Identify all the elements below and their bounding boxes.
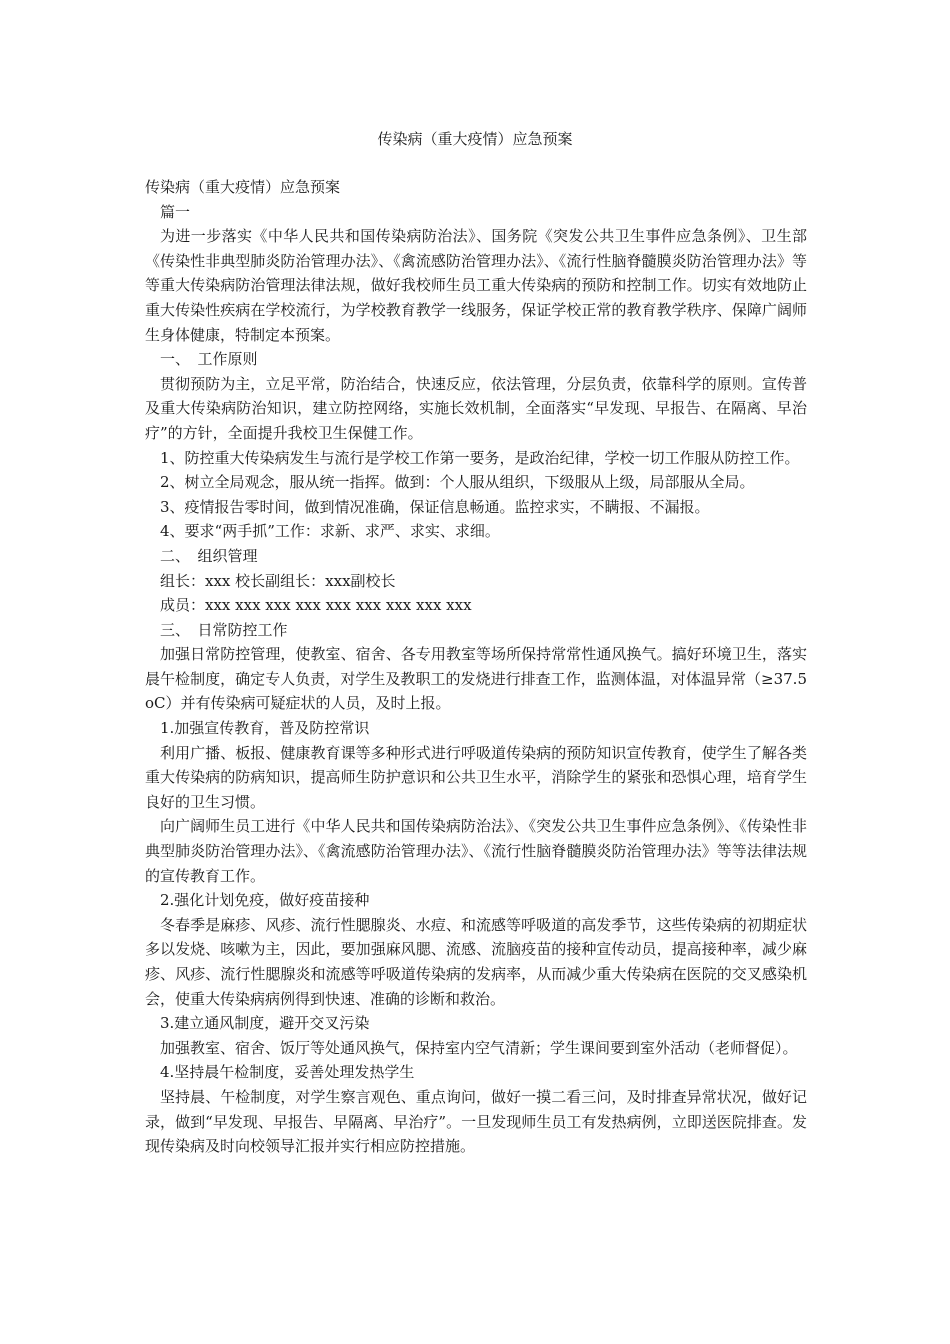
list-item: 4、要求“两手抓”工作：求新、求严、求实、求细。 xyxy=(160,522,500,541)
paragraph: 加强日常防控管理，使教室、宿舍、各专用教室等场所保持常常性通风换气。搞好环境卫生，落实晨午检制度，确定专人负责，对学生及教职工的发烧进行排查工作，监测体温，对体温异常（≥37.5oC）并有传染病可疑症状的人员，及时上报。 xyxy=(145,645,807,713)
section-label: 篇一 xyxy=(160,202,191,221)
document-title: 传染病（重大疫情）应急预案 xyxy=(377,130,573,148)
subtitle: 传染病（重大疫情）应急预案 xyxy=(145,178,341,196)
section-heading: 一、 工作原则 xyxy=(160,350,258,369)
section-heading: 二、 组织管理 xyxy=(160,546,258,565)
paragraph: 坚持晨、午检制度，对学生察言观色、重点询问，做好一摸二看三问，及时排查异常状况，做好记录，做到“早发现、早报告、早隔离、早治疗”。一旦发现师生员工有发热病例，立即送医院排查。发现传染病及时向校领导汇报并实行相应防控措施。 xyxy=(145,1087,807,1156)
document-body xyxy=(145,175,807,1159)
subsection-heading: 2.强化计划免疫，做好疫苗接种 xyxy=(160,891,370,910)
paragraph: 组长：xxx 校长副组长：xxx副校长 xyxy=(160,571,396,590)
paragraph: 加强教室、宿舍、饭厅等处通风换气，保持室内空气清新；学生课间要到室外活动（老师督促）。 xyxy=(160,1038,798,1057)
paragraph: 利用广播、板报、健康教育课等多种形式进行呼吸道传染病的预防知识宣传教育，使学生了解各类重大传染病的防病知识，提高师生防护意识和公共卫生水平，消除学生的紧张和恐惧心理，培育学生良好的卫生习惯。 xyxy=(145,743,807,811)
paragraph: 成员：xxx xxx xxx xxx xxx xxx xxx xxx xxx xyxy=(160,596,472,615)
subsection-heading: 3.建立通风制度，避开交叉污染 xyxy=(160,1014,370,1033)
paragraph: 冬春季是麻疹、风疹、流行性腮腺炎、水痘、和流感等呼吸道的高发季节，这些传染病的初期症状多以发烧、咳嗽为主，因此，要加强麻风腮、流感、流脑疫苗的接种宣传动员，提高接种率，减少麻疹、风疹、流行性腮腺炎和流感等呼吸道传染病的发病率，从而减少重大传染病在医院的交叉感染机会，使重大传染病病例得到快速、准确的诊断和救治。 xyxy=(145,915,807,1008)
paragraph: 为进一步落实《中华人民共和国传染病防治法》、国务院《突发公共卫生事件应急条例》、卫生部《传染性非典型肺炎防治管理办法》、《禽流感防治管理办法》、《流行性脑脊髓膜炎防治管理办法》等等重大传染病防治管理法律法规，做好我校师生员工重大传染病的预防和控制工作。切实有效地防止重大传染性疾病在学校流行，为学校教育教学一线服务，保证学校正常的教育教学秩序、保障广阔师生身体健康，特制定本预案。 xyxy=(145,227,807,344)
paragraph: 贯彻预防为主，立足平常，防治结合，快速反应，依法管理，分层负责，依靠科学的原则。宣传普及重大传染病防治知识，建立防控网络，实施长效机制，全面落实“早发现、早报告、在隔离、早治疗”的方针，全面提升我校卫生保健工作。 xyxy=(145,374,807,442)
list-item: 2、树立全局观念，服从统一指挥。做到：个人服从组织，下级服从上级，局部服从全局。 xyxy=(160,473,755,492)
subsection-heading: 4.坚持晨午检制度，妥善处理发热学生 xyxy=(160,1063,415,1082)
paragraph: 向广阔师生员工进行《中华人民共和国传染病防治法》、《突发公共卫生事件应急条例》、《传染性非典型肺炎防治管理办法》、《禽流感防治管理办法》、《流行性脑脊髓膜炎防治管理办法》等等法律法规的宣传教育工作。 xyxy=(145,817,807,885)
subsection-heading: 1.加强宣传教育，普及防控常识 xyxy=(160,719,370,738)
list-item: 1、防控重大传染病发生与流行是学校工作第一要务，是政治纪律，学校一切工作服从防控工作。 xyxy=(160,448,800,467)
list-item: 3、疫情报告零时间，做到情况准确，保证信息畅通。监控求实，不瞒报、不漏报。 xyxy=(160,497,710,516)
section-heading: 三、 日常防控工作 xyxy=(160,620,288,639)
